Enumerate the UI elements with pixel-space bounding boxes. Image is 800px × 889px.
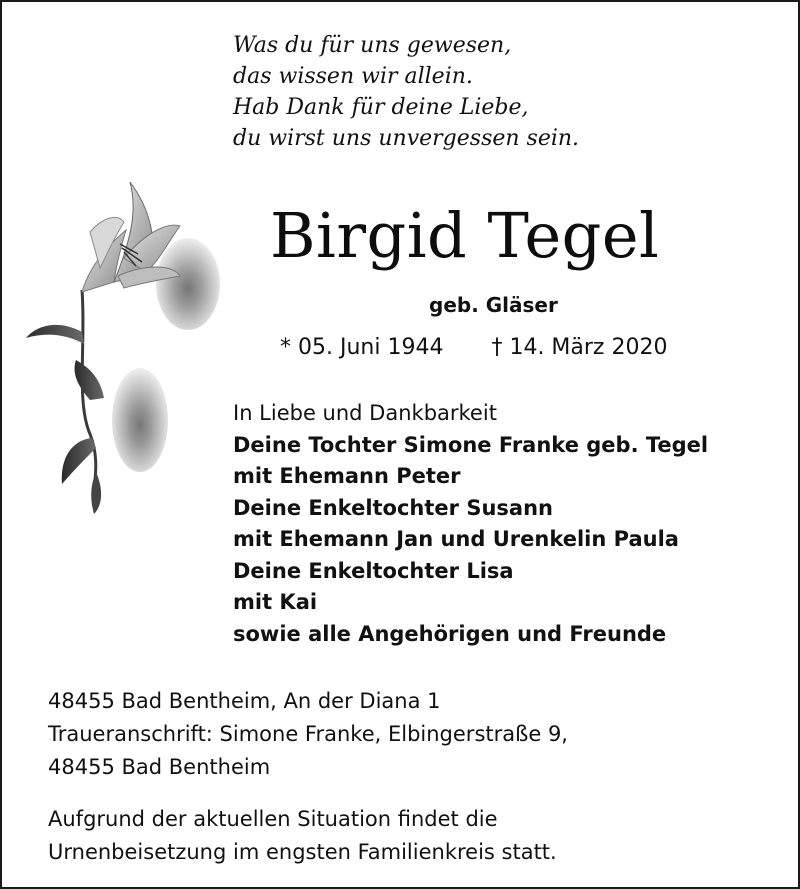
closing-line: Urnenbeisetzung im engsten Familienkreis statt. xyxy=(48,840,557,864)
mourners-intro: In Liebe und Dankbarkeit xyxy=(233,401,497,425)
closing-note xyxy=(48,803,557,869)
birth-name: geb. Gläser xyxy=(429,293,558,317)
life-dates xyxy=(280,333,667,363)
poem-line: Hab Dank für deine Liebe, xyxy=(233,95,529,120)
address-line: 48455 Bad Bentheim, An der Diana 1 xyxy=(48,689,441,713)
mourner-line: mit Kai xyxy=(233,590,318,614)
closing-line: Aufgrund der aktuellen Situation findet die xyxy=(48,807,498,831)
mourner-line: Deine Enkeltochter Lisa xyxy=(233,558,514,583)
birth-date: * 05. Juni 1944 xyxy=(280,335,444,360)
lily-flower-icon xyxy=(20,172,235,517)
mourner-line: sowie alle Angehörigen und Freunde xyxy=(233,621,667,646)
mourners-list xyxy=(233,398,708,650)
address-line: 48455 Bad Bentheim xyxy=(48,755,271,779)
poem-line: du wirst uns unvergessen sein. xyxy=(233,126,580,151)
memorial-poem xyxy=(233,30,579,154)
death-date: † 14. März 2020 xyxy=(491,335,668,360)
mourner-line: mit Ehemann Jan und Urenkelin Paula xyxy=(233,527,679,551)
address-block xyxy=(48,685,568,784)
mourner-line: Deine Enkeltochter Susann xyxy=(233,495,553,520)
deceased-name: Birgid Tegel xyxy=(270,199,660,272)
poem-line: Was du für uns gewesen, xyxy=(233,33,512,58)
mourner-line: mit Ehemann Peter xyxy=(233,464,461,488)
address-line: Traueranschrift: Simone Franke, Elbingerstraße 9, xyxy=(48,722,568,746)
poem-line: das wissen wir allein. xyxy=(233,64,473,89)
mourner-line: Deine Tochter Simone Franke geb. Tegel xyxy=(233,432,709,457)
